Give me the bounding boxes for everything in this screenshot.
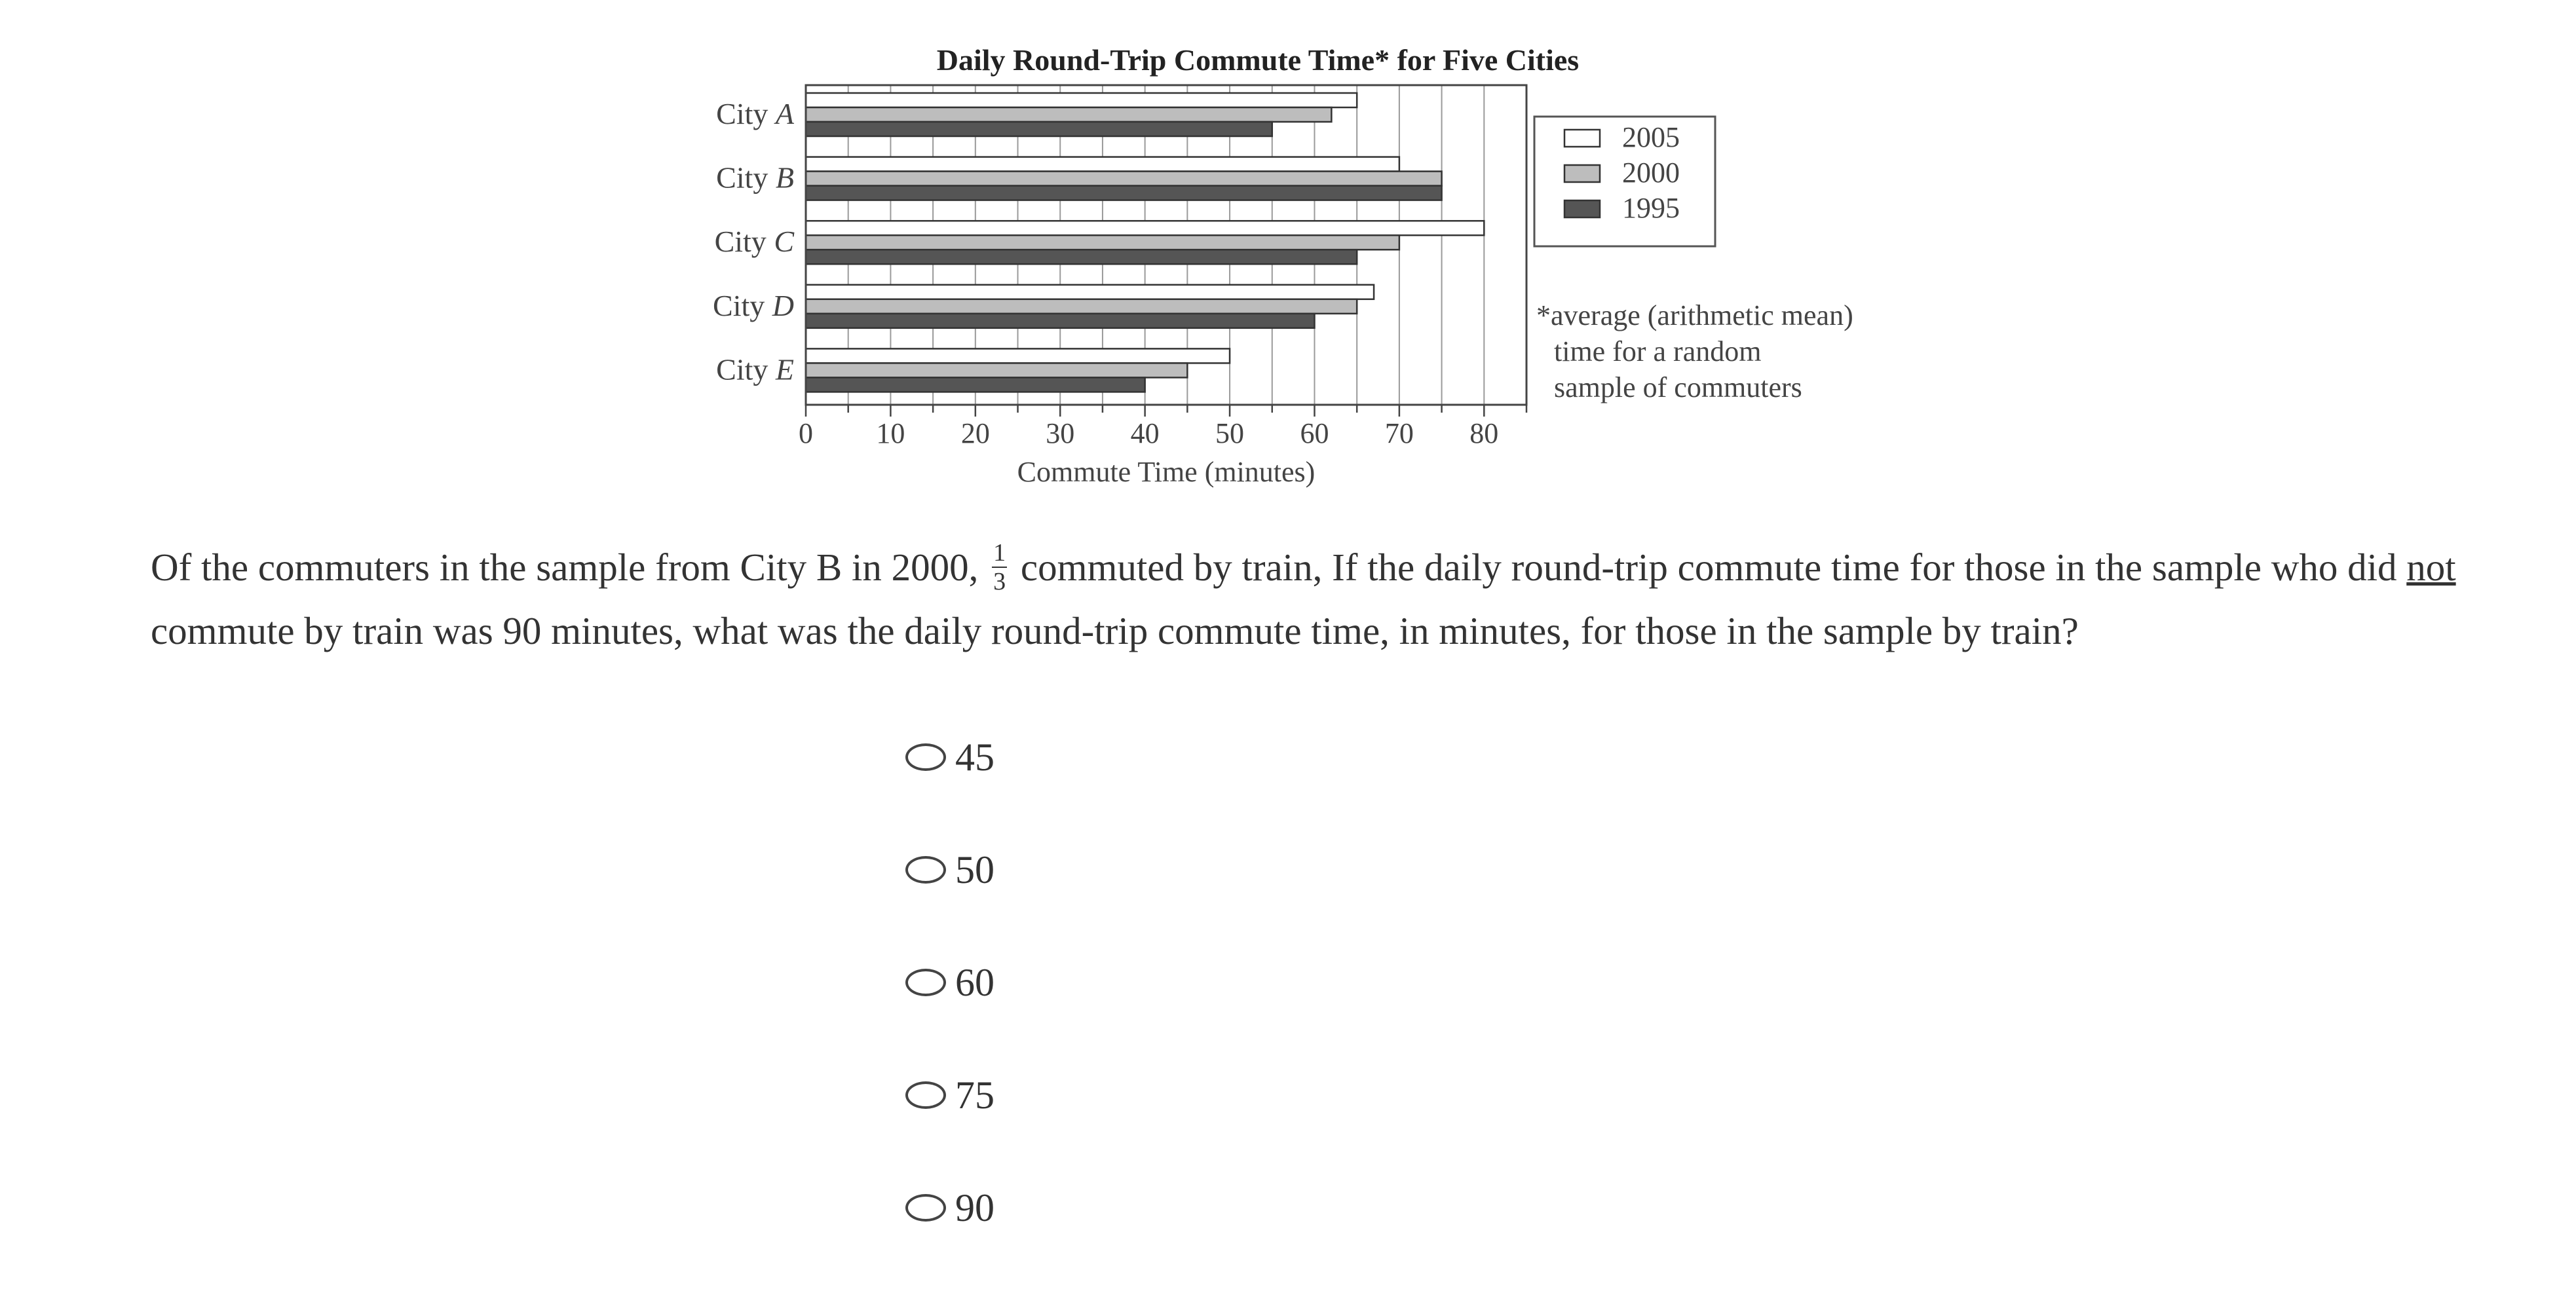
question-part-2: commuted by train, If the daily round-trip commute time for those in the sample who did: [1011, 546, 2407, 589]
bar-city-b-2005: [806, 157, 1399, 172]
bar-city-e-2000: [806, 363, 1187, 377]
radio-circle-icon[interactable]: [905, 969, 946, 996]
category-label-city-c: City C: [714, 225, 794, 259]
option-label: 45: [955, 735, 994, 779]
bar-city-b-2000: [806, 172, 1442, 186]
category-label-city-d: City D: [713, 288, 794, 322]
fraction-denominator: 3: [993, 568, 1006, 596]
x-axis-ticks: [799, 405, 1526, 449]
radio-circle-icon[interactable]: [905, 743, 946, 771]
legend-label-1995: 1995: [1622, 192, 1680, 224]
bar-city-a-2005: [806, 93, 1357, 107]
x-tick-label: 40: [1130, 417, 1160, 449]
radio-circle-icon[interactable]: [905, 856, 946, 884]
bar-city-c-2005: [806, 221, 1484, 235]
commute-chart: [0, 0, 2576, 524]
bar-city-d-1995: [806, 314, 1314, 328]
fraction: [992, 539, 1007, 595]
answer-option-60[interactable]: [905, 951, 994, 1014]
x-tick-label: 80: [1469, 417, 1499, 449]
legend-label-2005: 2005: [1622, 121, 1680, 153]
x-axis-label: Commute Time (minutes): [1017, 456, 1316, 488]
chart-title: Daily Round-Trip Commute Time* for Five Cities: [936, 43, 1580, 77]
option-label: 50: [955, 848, 994, 891]
legend-swatch-2000: [1564, 165, 1600, 182]
x-tick-label: 70: [1384, 417, 1414, 449]
legend-label-2000: 2000: [1622, 157, 1680, 189]
bar-city-e-2005: [806, 348, 1230, 363]
question-underlined-not: not: [2406, 546, 2456, 589]
x-tick-label: 30: [1046, 417, 1075, 449]
option-label: 60: [955, 960, 994, 1004]
bar-city-b-1995: [806, 186, 1442, 200]
question-part-3: commute by train was 90 minutes, what was the daily round-trip commute time, in minutes, for those in the sample by train?: [151, 609, 2079, 653]
answer-option-45[interactable]: [905, 726, 994, 789]
legend-swatch-2005: [1564, 130, 1600, 147]
bar-city-a-1995: [806, 122, 1272, 136]
x-tick-label: 10: [876, 417, 905, 449]
option-label: 75: [955, 1073, 994, 1117]
category-label-city-e: City E: [716, 352, 794, 386]
answer-option-50[interactable]: [905, 838, 994, 901]
bar-city-e-1995: [806, 377, 1145, 392]
footnote-line: *average (arithmetic mean): [1536, 299, 1853, 331]
answer-options: [905, 726, 994, 1289]
x-tick-label: 50: [1215, 417, 1245, 449]
category-label-city-b: City B: [716, 160, 794, 195]
answer-option-90[interactable]: [905, 1176, 994, 1239]
radio-circle-icon[interactable]: [905, 1194, 946, 1222]
option-label: 90: [955, 1186, 994, 1229]
x-tick-label: 60: [1300, 417, 1329, 449]
category-label-city-a: City A: [716, 97, 794, 130]
legend: [1534, 117, 1715, 246]
fraction-numerator: 1: [993, 539, 1006, 567]
radio-circle-icon[interactable]: [905, 1081, 946, 1109]
x-tick-label: 20: [960, 417, 990, 449]
bar-city-d-2000: [806, 299, 1357, 314]
x-tick-label: 0: [799, 417, 813, 449]
category-labels: [713, 97, 795, 386]
legend-swatch-1995: [1564, 200, 1600, 217]
bar-city-a-2000: [806, 107, 1331, 122]
answer-option-75[interactable]: [905, 1064, 994, 1127]
question-text: [151, 536, 2483, 662]
bar-city-c-1995: [806, 250, 1357, 264]
bar-city-c-2000: [806, 235, 1399, 250]
bar-city-d-2005: [806, 285, 1374, 299]
question-part-1: Of the commuters in the sample from City B in 2000,: [151, 546, 989, 589]
footnote-line: sample of commuters: [1554, 371, 1802, 403]
footnote-line: time for a random: [1554, 335, 1762, 367]
footnote: [1536, 299, 1853, 403]
